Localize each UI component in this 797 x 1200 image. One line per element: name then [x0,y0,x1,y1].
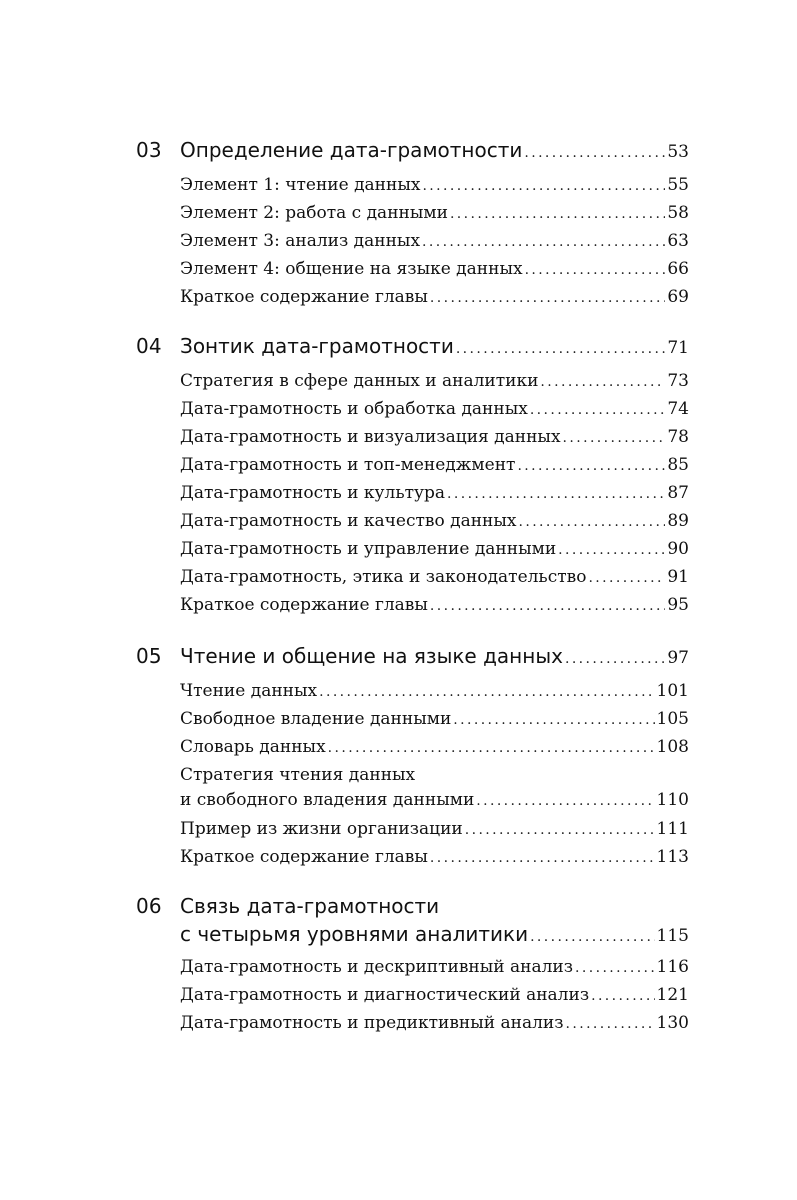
page-number: 108 [656,737,689,757]
dot-leader [530,925,654,949]
dot-leader [319,681,654,703]
chapter-number: 04 [136,334,162,358]
chapter-title: Зонтик дата-грамотности [180,334,454,358]
page-number: 91 [667,567,689,587]
section-entry[interactable] [180,1012,689,1035]
dot-leader [476,790,654,812]
section-title: Элемент 2: работа с данными [180,203,448,223]
dot-leader [519,511,666,533]
page-number: 115 [656,926,689,946]
dot-leader [517,455,665,477]
dot-leader [430,847,655,869]
section-title-line1: Стратегия чтения данных [180,765,416,785]
page-number: 121 [656,985,689,1005]
dot-leader [525,259,666,281]
dot-leader [575,957,655,979]
section-entry[interactable] [180,708,689,731]
section-title: Чтение данных [180,681,318,701]
section-title: Дата-грамотность и культура [180,483,446,503]
page-number: 85 [667,455,689,475]
page-number: 73 [667,371,689,391]
section-entry[interactable] [180,984,689,1007]
dot-leader [430,595,665,617]
page-number: 116 [656,957,689,977]
section-title: Элемент 3: анализ данных [180,231,421,251]
chapter-entry[interactable] [180,644,689,671]
section-entry[interactable] [180,258,689,281]
section-title: Словарь данных [180,737,326,757]
section-title: и свободного владения данными [180,790,475,810]
page-number: 111 [656,819,689,839]
section-title: Свободное владение данными [180,709,452,729]
section-entry[interactable] [180,286,689,309]
chapter-number: 05 [136,644,162,668]
page-number: 69 [667,287,689,307]
section-title: Дата-грамотность и качество данных [180,511,517,531]
dot-leader [558,539,665,561]
section-entry[interactable] [180,174,689,197]
chapter-number: 03 [136,138,162,162]
chapter-number: 06 [136,894,162,918]
dot-leader [465,819,655,841]
chapter-title: Определение дата-грамотности [180,138,523,162]
section-entry[interactable] [180,538,689,561]
page-number: 53 [667,142,689,162]
section-entry[interactable] [180,426,689,449]
page-number: 78 [667,427,689,447]
dot-leader [422,175,665,197]
section-entry[interactable] [180,398,689,421]
section-entry[interactable] [180,510,689,533]
page-number: 87 [667,483,689,503]
section-title: Краткое содержание главы [180,287,428,307]
section-title: Элемент 1: чтение данных [180,175,421,195]
section-title: Стратегия в сфере данных и аналитики [180,371,539,391]
section-title: Краткое содержание главы [180,847,428,867]
section-entry[interactable] [180,680,689,703]
section-entry[interactable] [180,818,689,841]
dot-leader [566,1013,655,1035]
section-title: Дата-грамотность и управление данными [180,539,557,559]
dot-leader [453,709,654,731]
dot-leader [540,371,665,393]
section-entry[interactable] [180,789,689,812]
section-title: Дата-грамотность и диагностический анализ [180,985,590,1005]
dot-leader [565,647,665,671]
dot-leader [563,427,666,449]
chapter-entry[interactable] [180,334,689,361]
page-number: 95 [667,595,689,615]
page-number: 63 [667,231,689,251]
section-entry[interactable] [180,230,689,253]
section-title: Дата-грамотность и предиктивный анализ [180,1013,564,1033]
page-number: 113 [656,847,689,867]
page-number: 55 [667,175,689,195]
dot-leader [588,567,665,589]
dot-leader [430,287,665,309]
section-title: Пример из жизни организации [180,819,463,839]
dot-leader [524,141,665,165]
dot-leader [447,483,665,505]
page-number: 90 [667,539,689,559]
page-number: 58 [667,203,689,223]
chapter-entry[interactable] [180,922,689,949]
section-entry[interactable] [180,846,689,869]
page-number: 101 [656,681,689,701]
section-entry[interactable] [180,482,689,505]
dot-leader [530,399,666,421]
section-title: Дата-грамотность и дескриптивный анализ [180,957,574,977]
dot-leader [422,231,665,253]
chapter-title-line1: Связь дата-грамотности [180,894,440,918]
chapter-entry[interactable] [180,138,689,165]
chapter-title: Чтение и общение на языке данных [180,644,563,668]
dot-leader [450,203,665,225]
dot-leader [591,985,654,1007]
page-number: 89 [667,511,689,531]
page-number: 66 [667,259,689,279]
section-entry[interactable] [180,594,689,617]
page-number: 110 [656,790,689,810]
dot-leader [328,737,655,759]
section-entry[interactable] [180,370,689,393]
section-entry[interactable] [180,202,689,225]
page-number: 130 [656,1013,689,1033]
section-entry[interactable] [180,454,689,477]
page-number: 71 [667,338,689,358]
section-title: Дата-грамотность, этика и законодательство [180,567,587,587]
section-title: Дата-грамотность и топ-менеджмент [180,455,516,475]
dot-leader [456,337,666,361]
section-title: Краткое содержание главы [180,595,428,615]
section-entry[interactable] [180,736,689,759]
section-entry[interactable] [180,956,689,979]
page-number: 97 [667,648,689,668]
page-number: 105 [656,709,689,729]
chapter-title: с четырьмя уровнями аналитики [180,922,529,946]
page-number: 74 [667,399,689,419]
section-title: Дата-грамотность и визуализация данных [180,427,561,447]
section-entry[interactable] [180,566,689,589]
section-title: Дата-грамотность и обработка данных [180,399,528,419]
section-title: Элемент 4: общение на языке данных [180,259,523,279]
